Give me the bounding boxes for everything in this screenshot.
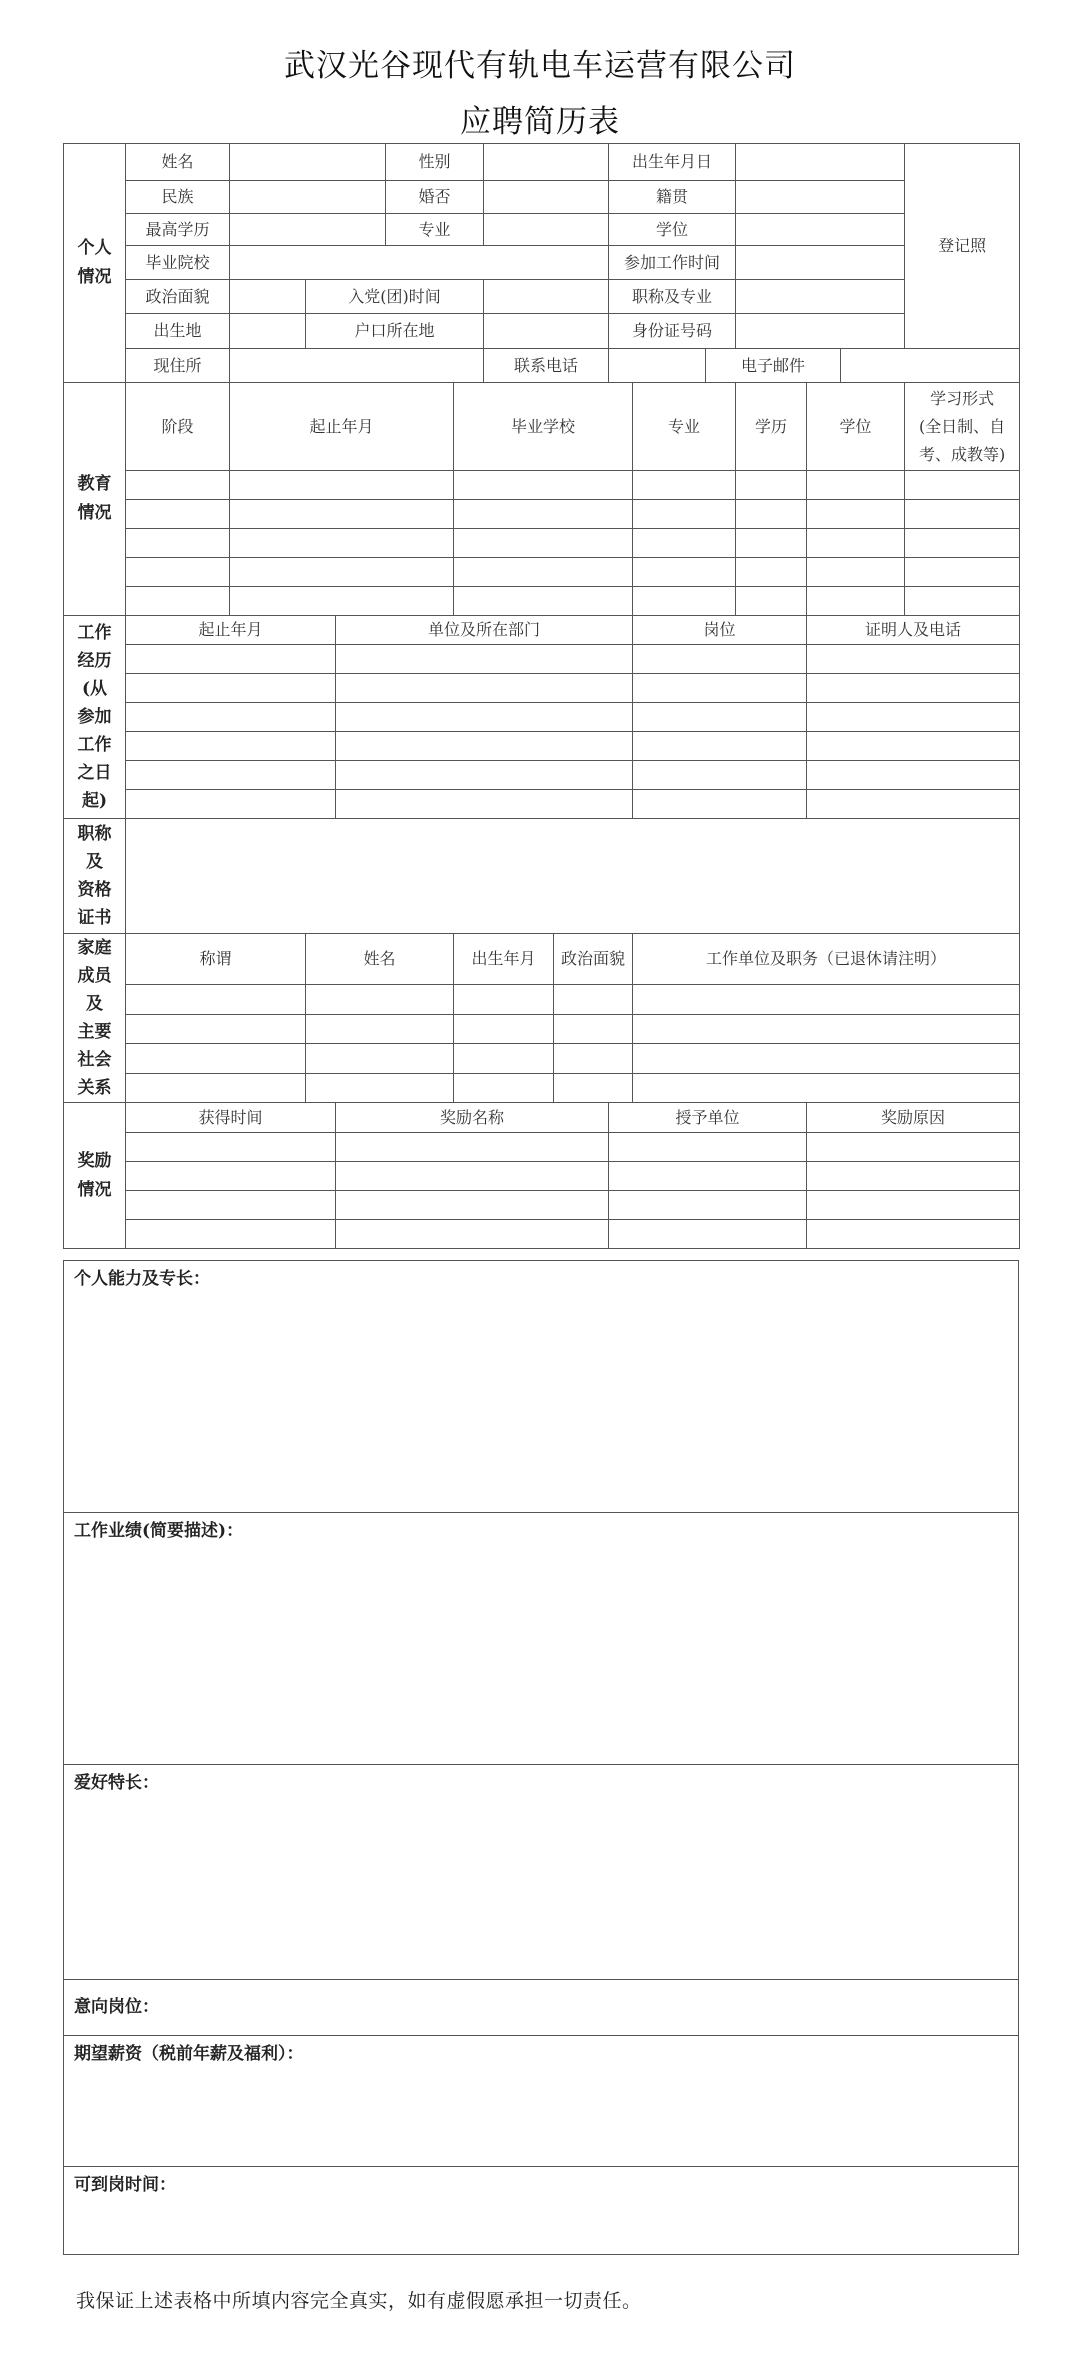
table-row — [64, 1044, 1020, 1074]
family-header-name: 姓名 — [306, 934, 454, 985]
field-certs[interactable] — [126, 819, 1020, 934]
field-availability[interactable] — [64, 2167, 1019, 2255]
award-header-time: 获得时间 — [126, 1103, 336, 1133]
field-gender[interactable] — [484, 144, 609, 181]
section-certs: 职称 及 资格 证书 — [64, 819, 126, 934]
edu-header-school: 毕业学校 — [454, 383, 633, 471]
table-row — [64, 587, 1020, 616]
label-salary: 期望薪资（税前年薪及福利）： — [74, 2044, 304, 2064]
label-performance: 工作业绩(简要描述)： — [74, 1521, 244, 1541]
edu-header-period: 起止年月 — [230, 383, 454, 471]
label-skills: 个人能力及专长： — [74, 1269, 210, 1289]
field-residence[interactable] — [230, 349, 484, 383]
field-party-time[interactable] — [484, 280, 609, 314]
resume-open-fields-table — [63, 1260, 1019, 2255]
field-politics[interactable] — [230, 280, 306, 314]
label-name: 姓名 — [126, 144, 230, 181]
label-id-number: 身份证号码 — [609, 314, 736, 349]
label-work-start: 参加工作时间 — [609, 246, 736, 280]
label-marital: 婚否 — [386, 181, 484, 214]
form-title: 应聘简历表 — [460, 104, 620, 140]
field-salary[interactable] — [64, 2036, 1019, 2167]
label-gender: 性别 — [386, 144, 484, 181]
edu-header-degree: 学位 — [807, 383, 905, 471]
award-header-name: 奖励名称 — [336, 1103, 609, 1133]
section-personal: 个人 情况 — [64, 144, 126, 383]
label-party-time: 入党(团)时间 — [306, 280, 484, 314]
field-birthplace[interactable] — [230, 314, 306, 349]
table-row — [64, 1220, 1020, 1249]
label-ethnicity: 民族 — [126, 181, 230, 214]
label-major: 专业 — [386, 214, 484, 246]
family-header-relation: 称谓 — [126, 934, 306, 985]
table-row — [64, 471, 1020, 500]
field-title[interactable] — [736, 280, 905, 314]
photo-box[interactable]: 登记照 — [905, 144, 1020, 349]
table-row — [64, 761, 1020, 790]
label-hukou: 户口所在地 — [306, 314, 484, 349]
section-awards: 奖励 情况 — [64, 1103, 126, 1249]
field-work-start[interactable] — [736, 246, 905, 280]
company-title: 武汉光谷现代有轨电车运营有限公司 — [284, 48, 796, 84]
field-marital[interactable] — [484, 181, 609, 214]
table-row — [64, 500, 1020, 529]
table-row — [64, 529, 1020, 558]
field-ethnicity[interactable] — [230, 181, 386, 214]
table-row — [64, 1073, 1020, 1103]
label-politics: 政治面貌 — [126, 280, 230, 314]
label-degree: 学位 — [609, 214, 736, 246]
label-residence: 现住所 — [126, 349, 230, 383]
field-degree[interactable] — [736, 214, 905, 246]
field-position[interactable] — [64, 1980, 1019, 2036]
section-education: 教育 情况 — [64, 383, 126, 616]
field-native-place[interactable] — [736, 181, 905, 214]
family-header-employer: 工作单位及职务（已退休请注明） — [633, 934, 1020, 985]
table-row — [64, 1014, 1020, 1044]
field-hukou[interactable] — [484, 314, 609, 349]
resume-main-table — [63, 143, 1020, 1249]
table-row — [64, 558, 1020, 587]
label-school: 毕业院校 — [126, 246, 230, 280]
table-row — [64, 674, 1020, 703]
family-header-birth: 出生年月 — [454, 934, 554, 985]
field-major[interactable] — [484, 214, 609, 246]
work-header-position: 岗位 — [633, 616, 807, 645]
field-phone[interactable] — [609, 349, 706, 383]
section-work: 工作 经历 (从 参加 工作 之日 起) — [64, 616, 126, 819]
family-header-politics: 政治面貌 — [554, 934, 633, 985]
label-hobbies: 爱好特长： — [74, 1773, 159, 1793]
field-school[interactable] — [230, 246, 609, 280]
work-header-period: 起止年月 — [126, 616, 336, 645]
field-skills[interactable] — [64, 1261, 1019, 1513]
table-row — [64, 1133, 1020, 1162]
award-header-grantor: 授予单位 — [609, 1103, 807, 1133]
label-education: 最高学历 — [126, 214, 230, 246]
edu-header-major: 专业 — [633, 383, 736, 471]
section-family: 家庭 成员 及 主要 社会 关系 — [64, 934, 126, 1103]
label-birthplace: 出生地 — [126, 314, 230, 349]
table-row — [64, 732, 1020, 761]
table-row — [64, 790, 1020, 819]
field-id-number[interactable] — [736, 314, 905, 349]
declaration-text: 我保证上述表格中所填内容完全真实，如有虚假愿承担一切责任。 — [76, 2290, 642, 2312]
edu-header-diploma: 学历 — [736, 383, 807, 471]
edu-header-mode: 学习形式 (全日制、自 考、成教等) — [905, 383, 1020, 471]
table-row — [64, 984, 1020, 1014]
work-header-reference: 证明人及电话 — [807, 616, 1020, 645]
table-row — [64, 645, 1020, 674]
label-position: 意向岗位： — [74, 1996, 159, 2017]
field-birth[interactable] — [736, 144, 905, 181]
edu-header-stage: 阶段 — [126, 383, 230, 471]
field-name[interactable] — [230, 144, 386, 181]
field-hobbies[interactable] — [64, 1765, 1019, 1980]
table-row — [64, 1191, 1020, 1220]
work-header-unit: 单位及所在部门 — [336, 616, 633, 645]
label-native-place: 籍贯 — [609, 181, 736, 214]
field-performance[interactable] — [64, 1513, 1019, 1765]
label-availability: 可到岗时间： — [74, 2175, 176, 2195]
table-row — [64, 703, 1020, 732]
field-education[interactable] — [230, 214, 386, 246]
award-header-reason: 奖励原因 — [807, 1103, 1020, 1133]
label-title: 职称及专业 — [609, 280, 736, 314]
field-email[interactable] — [841, 349, 1020, 383]
table-row — [64, 1162, 1020, 1191]
label-birth: 出生年月日 — [609, 144, 736, 181]
label-email: 电子邮件 — [706, 349, 841, 383]
label-phone: 联系电话 — [484, 349, 609, 383]
